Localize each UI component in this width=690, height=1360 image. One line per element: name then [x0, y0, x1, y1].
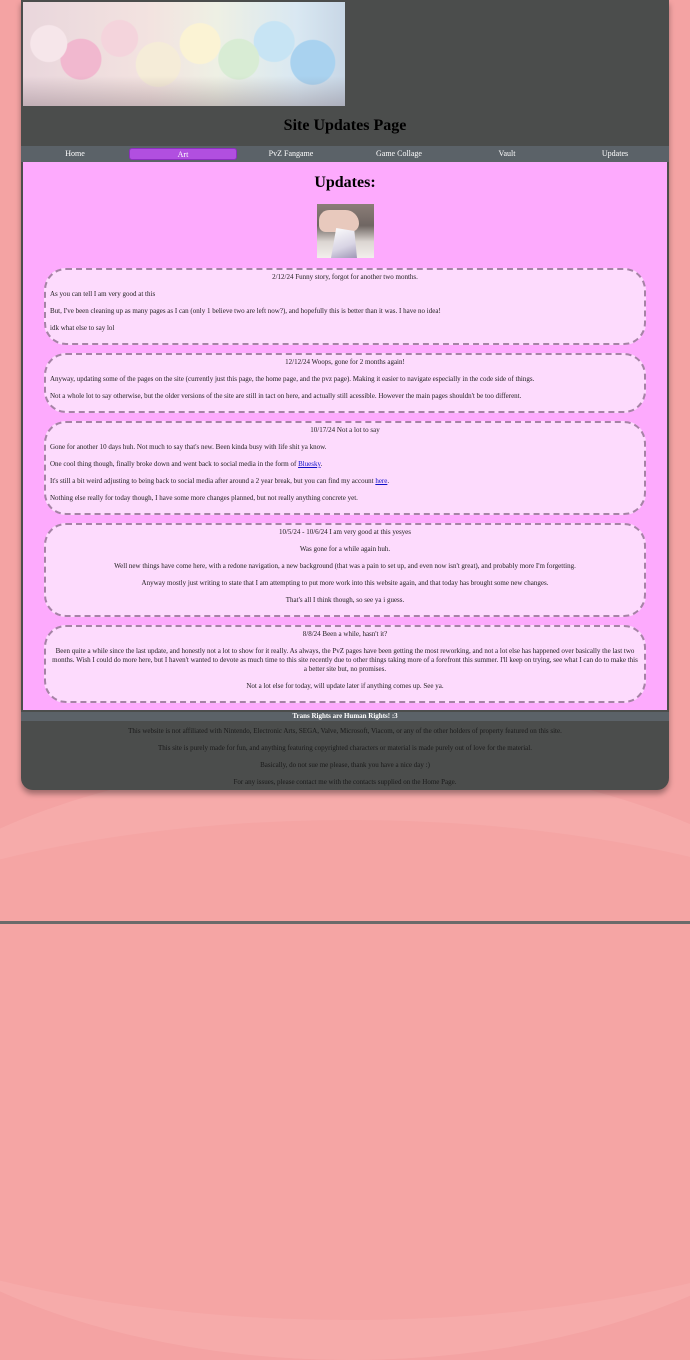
update-entry — [44, 421, 646, 515]
page-title: Site Updates Page — [283, 117, 407, 134]
entry-text: That's all I think though, so see ya i guess. — [285, 596, 405, 604]
banner-image — [23, 2, 345, 106]
entry-text — [50, 477, 640, 486]
entry-text: As you can tell I am very good at this — [50, 290, 156, 298]
entry-text: Gone for another 10 days huh. Not much to say that's new. Been kinda busy with life shit ya know. — [50, 443, 327, 451]
site-frame — [21, 0, 669, 790]
main-content — [23, 162, 667, 710]
entry-text: Anyway mostly just writing to state that I am attempting to put more work into this website again, and that today has brought some new changes. — [141, 579, 549, 587]
tagline: Trans Rights are Human Rights! :3 — [21, 712, 669, 721]
entry-text: Nothing else really for today though, I have some more changes planned, but not really anything concrete yet. — [50, 494, 358, 502]
nav-item-home[interactable]: Home — [65, 149, 85, 158]
nav-item-vault[interactable]: Vault — [498, 149, 516, 158]
entry-text-part: . — [320, 460, 323, 468]
footer-line: For any issues, please contact me with the contacts supplied on the Home Page. — [233, 778, 457, 786]
entry-text: Not a lot else for today, will update later if anything comes up. See ya. — [246, 682, 444, 690]
photo-figure — [331, 228, 357, 258]
entry-date: 10/5/24 - 10/6/24 I am very good at this yesyes — [278, 528, 411, 536]
entry-text: idk what else to say lol — [50, 324, 115, 332]
entry-text: Not a whole lot to say otherwise, but the older versions of the site are still in tact on here, and actually still acessible. However the main pages shouldn't be too different. — [50, 392, 522, 400]
footer-line: This website is not affiliated with Nintendo, Electronic Arts, SEGA, Valve, Microsoft, Viacom, or any of the other holders of property featured on this site. — [128, 727, 562, 735]
entry-date: 10/17/24 Not a lot to say — [310, 426, 380, 434]
updates-photo — [317, 204, 374, 258]
bluesky-link[interactable]: Bluesky — [298, 460, 321, 468]
entry-text: Well new things have come here, with a redone navigation, a new background (that was a pain to set up, and even now isn't great), and probably more I'm forgetting. — [114, 562, 576, 570]
entry-date: 2/12/24 Funny story, forgot for another two months. — [272, 273, 418, 281]
footer-line: Basically, do not sue me please, thank you have a nice day :) — [260, 761, 430, 769]
nav-item-pvz-fangame[interactable]: PvZ Fangame — [268, 149, 314, 158]
nav-item-art[interactable]: Art — [129, 148, 237, 160]
entry-date: 12/12/24 Woops, gone for 2 months again! — [285, 358, 405, 366]
update-entry — [44, 523, 646, 617]
background-wave-dark — [0, 820, 690, 1320]
update-entry — [44, 625, 646, 703]
entry-date: 8/8/24 Been a while, hasn't it? — [302, 630, 388, 638]
entry-text: But, I've been cleaning up as many pages as I can (only 1 believe two are left now?), and hopefully this is better than it was. I have no idea! — [50, 307, 441, 315]
update-entry — [44, 353, 646, 413]
footer-line: This site is purely made for fun, and anything featuring copyrighted characters or material is made purely out of love for the material. — [158, 744, 532, 752]
entry-text-part: It's still a bit weird adjusting to being back to social media after around a 2 year break, but you can find my account — [50, 477, 376, 485]
entry-text: Anyway, updating some of the pages on the site (currently just this page, the home page, and the pvz page). Making it easier to navigate especially in the code side of things. — [50, 375, 535, 383]
entry-text-part: One cool thing though, finally broke down and went back to social media in the form of — [50, 460, 299, 468]
nav-item-updates[interactable]: Updates — [601, 149, 629, 158]
entry-text: Was gone for a while again huh. — [299, 545, 391, 553]
footer — [21, 727, 669, 795]
account-link[interactable]: here — [375, 477, 388, 485]
update-entry — [44, 268, 646, 345]
entry-text: Been quite a while since the last update, and honestly not a lot to show for it really. As always, the PvZ pages have been getting the most reworking, and not a lot else has happened over basically the last two months. Wish I could do more here, but I haven't wanted to devote as much time to this site recently due to other things taking more of a forefront this summer. I'll keep on trying, see what I can do to make this a better site but, no promises. — [52, 647, 638, 673]
entry-text — [50, 460, 640, 469]
nav-bar — [21, 146, 669, 162]
nav-item-game-collage[interactable]: Game Collage — [376, 149, 422, 158]
updates-heading: Updates: — [314, 174, 376, 191]
entry-text-part: . — [387, 477, 390, 485]
